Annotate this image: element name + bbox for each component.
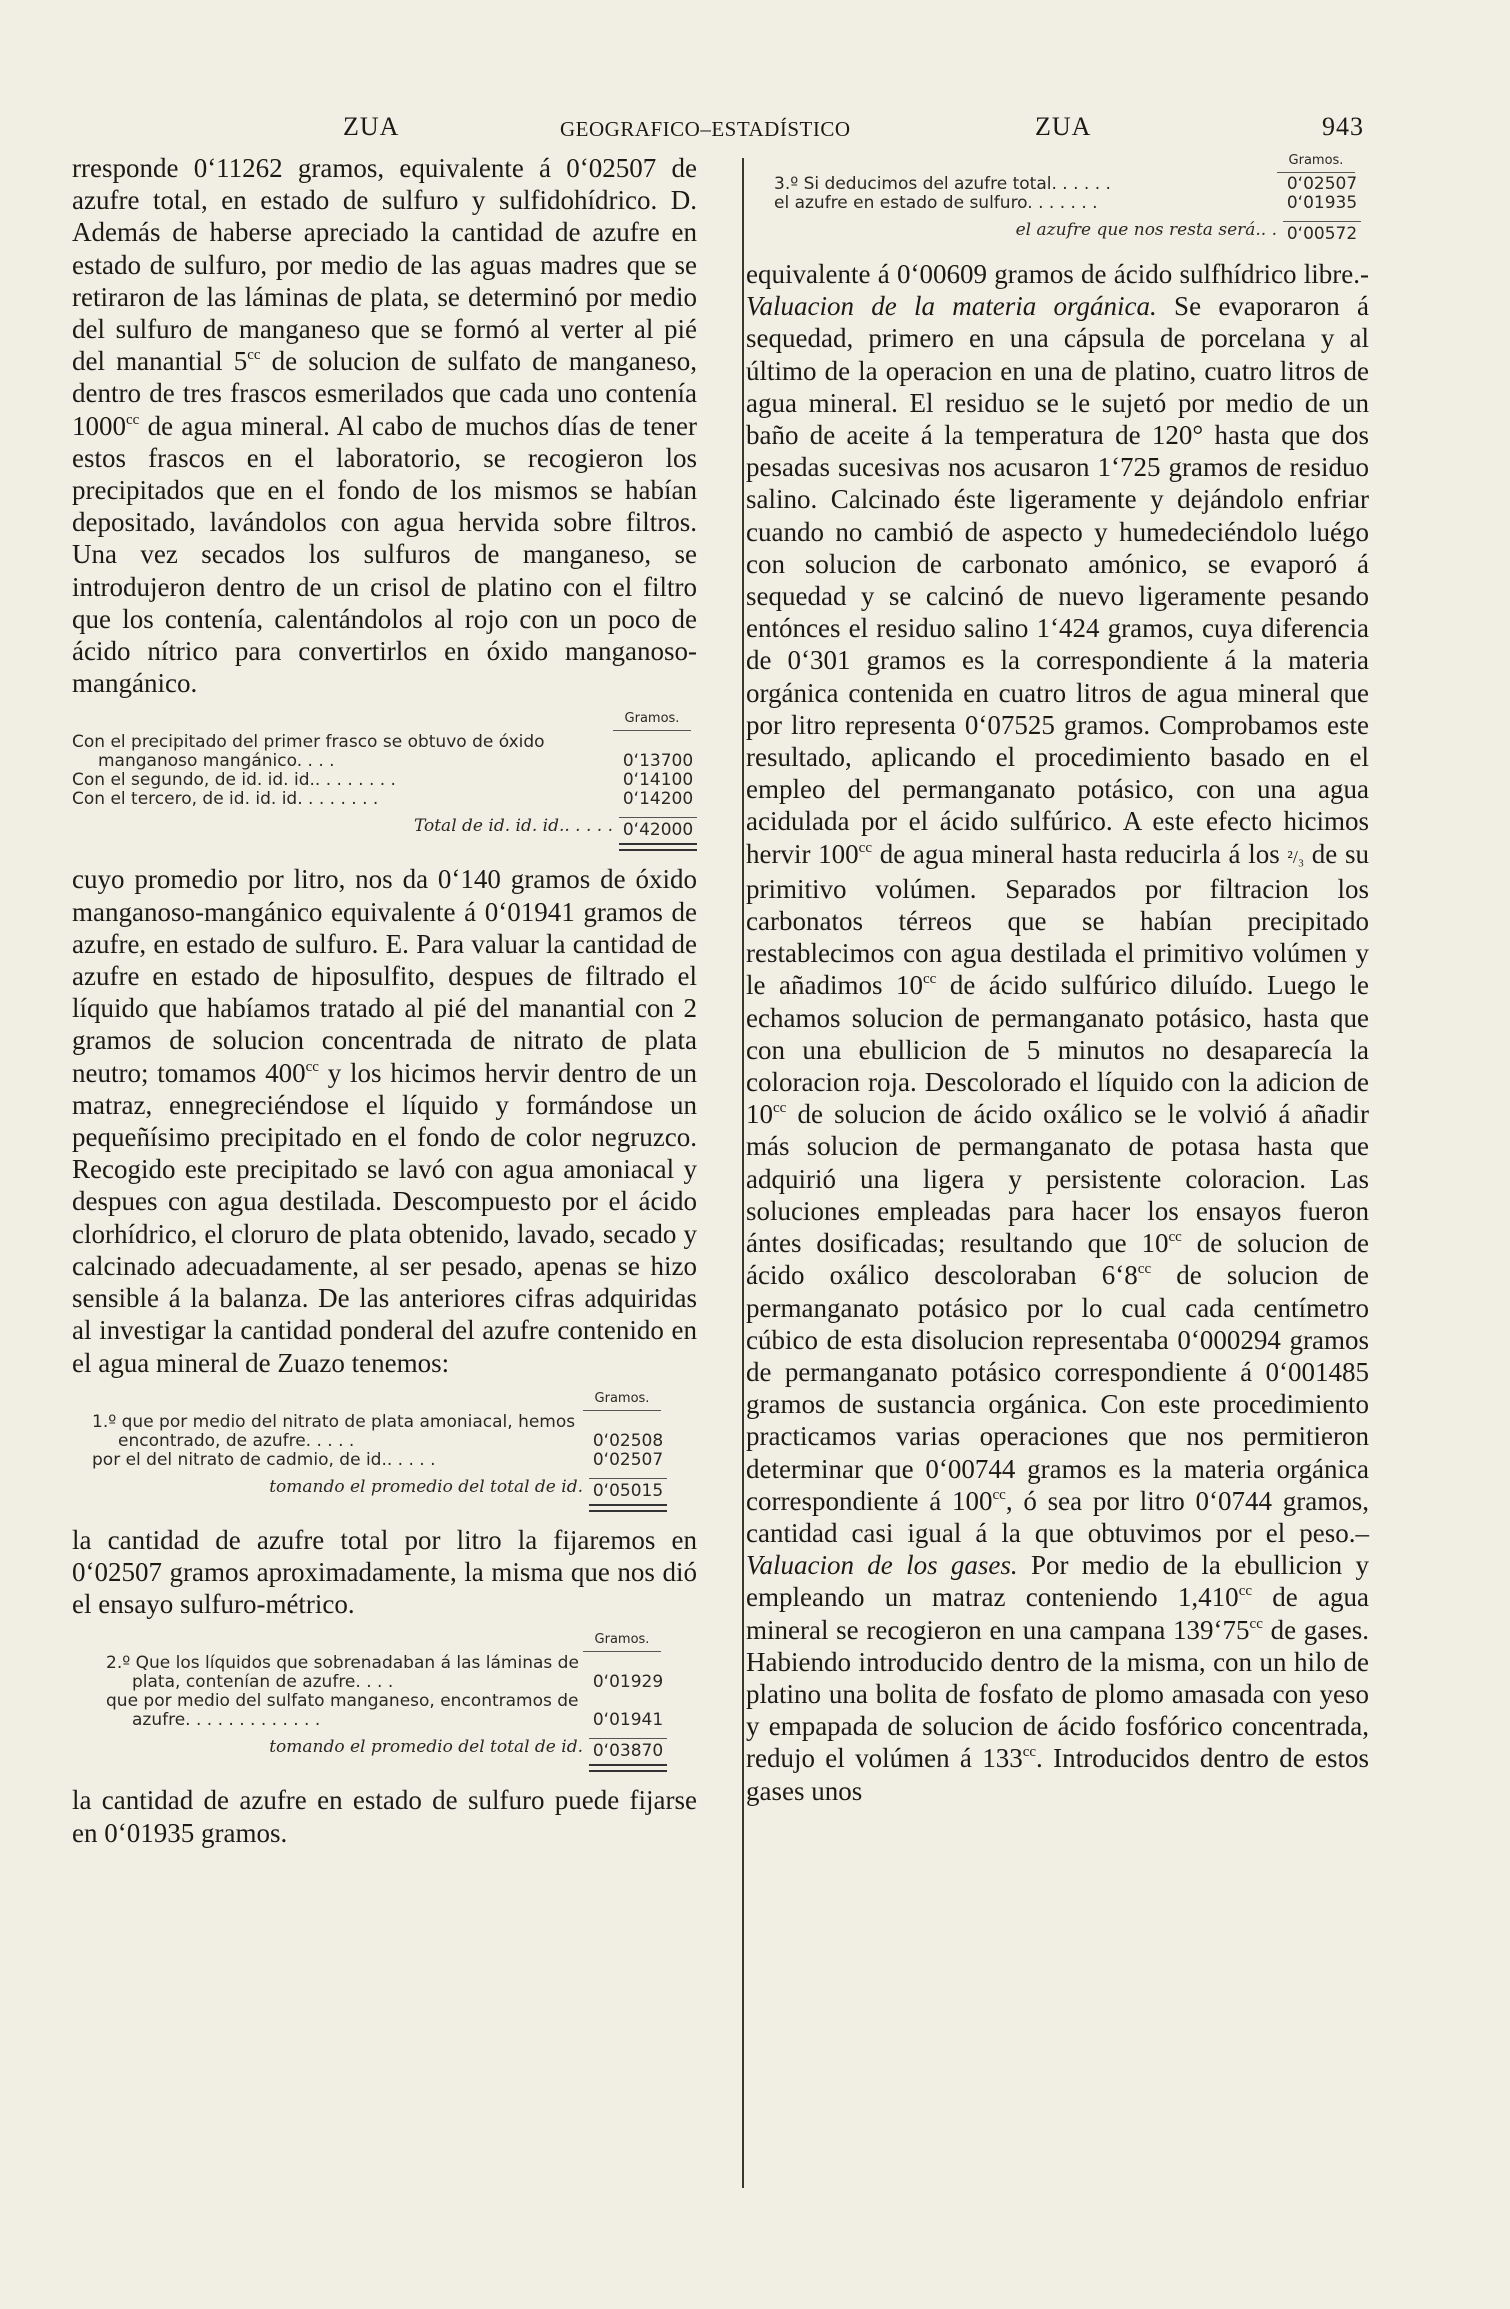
left-paragraph-1: rresponde 0‘11262 gramos, equivalente á 0‘02507 de azufre total, en estado de sulfuro y sulfidohídrico. D. Además de haberse apreciado la cantidad de azufre en estado de sulfuro, por medio de las aguas madres que se retiraron de las láminas de plata, se determinó por medio del sulfuro de manganeso que se formó al verter al pié del manantial $5^{cc}$ de solucion de sulfato de manganeso, dentro de tres frascos esmerilados que cada uno contenía $1000^{cc}$ de agua mineral. Al cabo de muchos días de tener estos frascos en el laboratorio, se recogieron los precipitados que en el fondo de los mismos se habían depositado, lavándolos con agua hervida sobre filtros. Una vez secados los sulfuros de manganeso, se introdujeron dentro de un crisol de platino con el filtro que los contenía, calentándolos al rojo con un poco de ácido nítrico para convertirlos en óxido manganoso-mangánico. [72,153,697,699]
free-sulfur-table [744,151,1361,244]
table-row: por el del nitrato de cadmio, de id.. . . . . 0‘02507 [92,1449,664,1470]
table-total: el azufre que nos resta será.. . 0‘00572 [774,221,1361,244]
table-row: Con el segundo, de id. id. id.. . . . . . . . 0‘14100 [72,770,694,791]
manganese-table [72,709,697,851]
table-row: 3.º Si deducimos del azufre total. . . . . . 0‘02507 [774,174,1358,194]
table-unit: Gramos. [583,1630,661,1652]
header-title: GEOGRAFICO–ESTADÍSTICO [560,117,851,141]
table-row: 1.º que por medio del nitrato de plata amoniacal, hemos encontrado, de azufre. . . . . 0‘02508 [92,1411,664,1451]
table-total: Total de id. id. id.. . . . . 0‘42000 [72,817,697,840]
table-total: tomando el promedio del total de id. 0‘05015 [92,1478,667,1501]
left-paragraph-3: la cantidad de azufre total por litro la fijaremos en 0‘02507 gramos aproximadamente, la misma que nos dió el ensayo sulfuro-métrico. [72,1524,697,1620]
total-double-rule [619,843,697,851]
right-paragraph-1: equivalente á 0‘00609 gramos de ácido sulfhídrico libre.- Valuacion de la materia orgánica. Se evaporaron á sequedad, primero en una cápsula de porcelana y al último de la operacion en una de platino, cuatro litros de agua mineral. El residuo se le sujetó por medio de un baño de aceite á la temperatura de 120° hasta que dos pesadas sucesivas nos acusaron 1‘725 gramos de residuo salino. Calcinado éste ligeramente y dejándolo enfriar cuando no cambió de aspecto y humedeciéndolo luégo con solucion de carbonato amónico, se evaporó á sequedad y se calcinó de nuevo ligeramente pesando entónces el residuo salino 1‘424 gramos, cuya diferencia de 0‘301 gramos es la correspondiente á la materia orgánica contenida en cuatro litros de agua mineral que por litro representa 0‘07525 gramos. Comprobamos este resultado, aplicando el procedimiento basado en el empleo del permanganato potásico, con una agua acidulada por el ácido sulfúrico. A este efecto hicimos hervir $100^{cc}$ de agua mineral hasta reducirla á los ²/₃ de su primitivo volúmen. Separados por filtracion los carbonatos térreos que se habían precipitado restablecimos con agua destilada el primitivo volúmen y le añadimos $10^{cc}$ de ácido sulfúrico diluído. Luego le echamos solucion de permanganato potásico, hasta que con una ebullicion de 5 minutos no desaparecía la coloracion roja. Descolorado el líquido con la adicion de $10^{cc}$ de solucion de ácido oxálico se le volvió á añadir más solucion de permanganato de potasa hasta que adquirió una ligera y persistente coloracion. Las soluciones empleadas para hacer los ensayos fueron ántes dosificadas; resultando que $10^{cc}$ de solucion de ácido oxálico descoloraban $6‘8^{cc}$ de solucion de permanganato potásico por lo cual cada centímetro cúbico de esta disolucion representaba 0‘000294 gramos de permanganato potásico correspondiente á 0‘001485 gramos de sustancia orgánica. Con este procedimiento practicamos varias operaciones que nos permitieron determinar que 0‘00744 gramos es la materia orgánica correspondiente á $100^{cc}$, ó sea por litro 0‘0744 gramos, cantidad casi igual á la que obtuvimos por el peso.– Valuacion de los gases. Por medio de la ebullicion y empleando un matraz conteniendo 1,410$^{cc}$ de agua mineral se recogieron en una campana $139‘75^{cc}$ de gases. Habiendo introducido dentro de la misma, con un hilo de platino una bolita de fosfato de plomo amasada con yeso y empapada de solucion de ácido fosfórico concentrada, redujo el volúmen á $133^{cc}$. Introducidos dentro de estos gases unos [746,259,1370,1806]
header-right-word: ZUA [1035,112,1092,141]
table-row: Con el tercero, de id. id. id. . . . . . . . 0‘14200 [72,789,694,810]
table-unit: Gramos. [1277,151,1355,173]
page-number: 943 [1322,112,1364,141]
sulfide-table [72,1630,667,1772]
table-row: 2.º Que los líquidos que sobrenadaban á las láminas de plata, contenían de azufre. . . . 0‘01929 [106,1653,664,1693]
left-paragraph-4: la cantidad de azufre en estado de sulfuro puede fijarse en 0‘01935 gramos. [72,1785,697,1848]
table-row: Con el precipitado del primer frasco se obtuvo de óxido manganoso mangánico. . . . 0‘13700 [72,732,694,772]
header-left-word: ZUA [343,112,400,141]
table-unit: Gramos. [583,1389,661,1411]
total-double-rule [589,1504,667,1512]
table-unit: Gramos. [613,709,691,731]
table-row: el azufre en estado de sulfuro. . . . . . . 0‘01935 [774,193,1358,213]
table-row: que por medio del sulfato manganeso, encontramos de azufre. . . . . . . . . . . . . 0‘01941 [106,1691,664,1731]
total-double-rule [589,1764,667,1772]
left-column [72,152,697,1849]
left-paragraph-2: cuyo promedio por litro, nos da 0‘140 gramos de óxido manganoso-mangánico equivalente á 0‘01941 gramos de azufre, en estado de sulfuro. E. Para valuar la cantidad de azufre en estado de hiposulfito, despues de filtrado el líquido que habíamos tratado al pié del manantial con 2 gramos de solucion concentrada de nitrato de plata neutro; tomamos $400^{cc}$ y los hicimos hervir dentro de un matraz, ennegreciéndose el líquido y formándose un pequeñísimo precipitado en el fondo de color negruzco. Recogido este precipitado se lavó con agua amoniacal y despues con agua destilada. Descompuesto por el ácido clorhídrico, el cloruro de plata obtenido, lavado, secado y calcinado adecuadamente, al ser pesado, apenas se hizo sensible á la balanza. De las anteriores cifras adquiridas al investigar la cantidad ponderal del azufre contenido en el agua mineral de Zuazo tenemos: [72,864,697,1378]
sulfur-total-table [72,1389,667,1512]
right-column [744,115,1369,1807]
table-total: tomando el promedio del total de id. 0‘03870 [106,1738,667,1761]
